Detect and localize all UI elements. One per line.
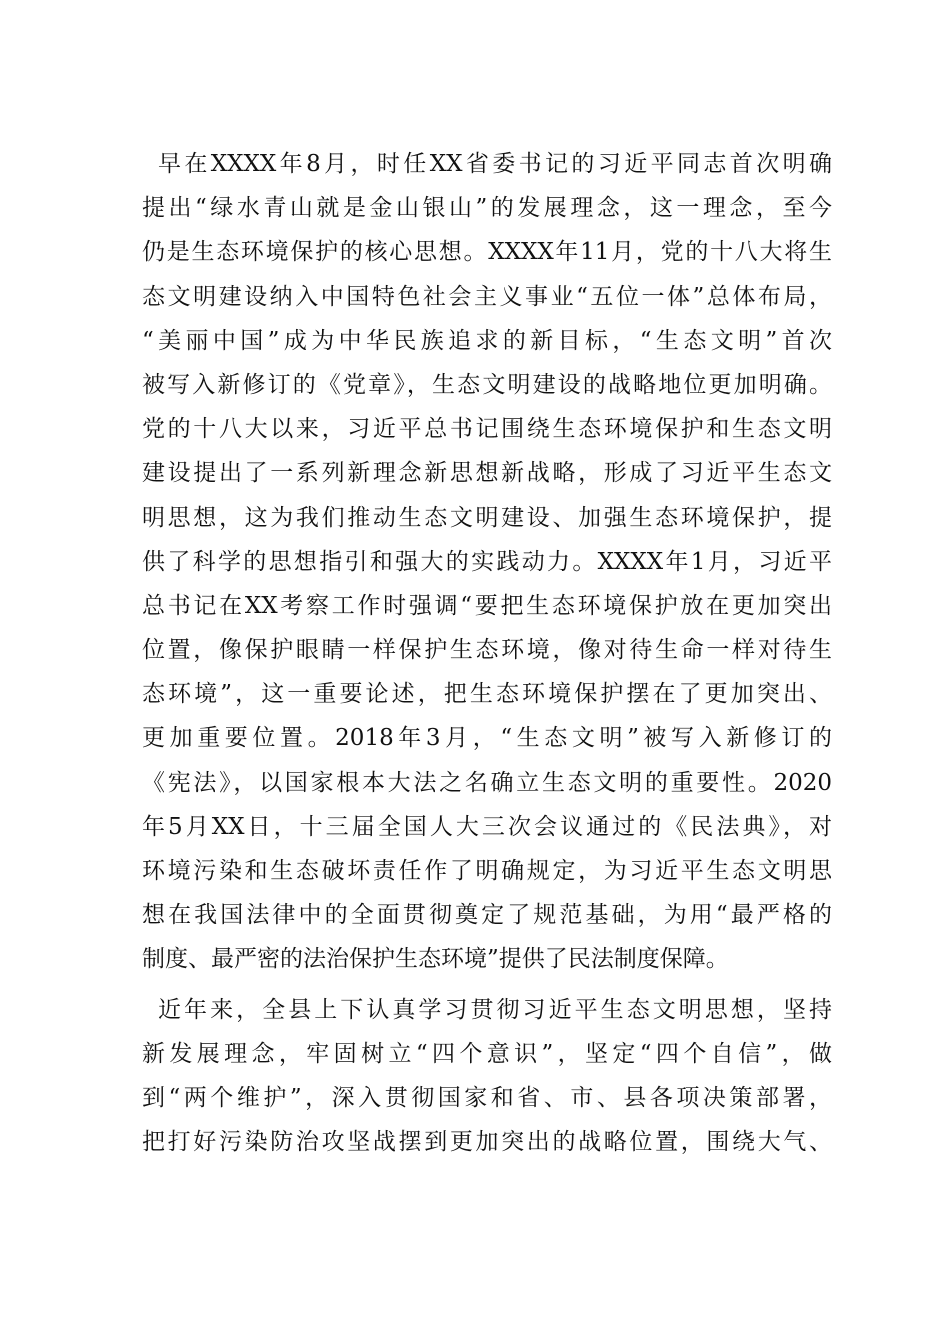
text-line: 态文明建设纳入中国特色社会主义事业“五位一体”总体布局，: [142, 283, 832, 310]
text-line: 位置，像保护眼睛一样保护生态环境，像对待生命一样对待生: [142, 637, 832, 664]
text-line: 建设提出了一系列新理念新思想新战略，形成了习近平生态文: [142, 460, 832, 487]
text-line: 新发展理念，牢固树立“四个意识”，坚定“四个自信”，做: [142, 1040, 832, 1067]
text-line: “美丽中国”成为中华民族追求的新目标，“生态文明”首次: [142, 327, 832, 354]
text-line: 党的十八大以来，习近平总书记围绕生态环境保护和生态文明: [142, 416, 832, 443]
text-line: 提出“绿水青山就是金山银山”的发展理念，这一理念，至今: [142, 195, 832, 222]
text-line: 《宪法》，以国家根本大法之名确立生态文明的重要性。2020: [142, 769, 832, 796]
text-line: 更加重要位置。2018年3月，“生态文明”被写入新修订的: [142, 725, 832, 752]
document-body: [142, 142, 832, 1164]
text-line: 总书记在XX考察工作时强调“要把生态环境保护放在更加突出: [142, 592, 832, 619]
text-line: 明思想，这为我们推动生态文明建设、加强生态环境保护，提: [142, 504, 832, 531]
text-line: 年5月XX日，十三届全国人大三次会议通过的《民法典》，对: [142, 813, 832, 840]
text-line: 到“两个维护”，深入贯彻国家和省、市、县各项决策部署，: [142, 1084, 832, 1111]
text-line: 供了科学的思想指引和强大的实践动力。XXXX年1月，习近平: [142, 548, 832, 575]
text-line: 早在XXXX年8月，时任XX省委书记的习近平同志首次明确: [158, 151, 832, 177]
paragraph-1: [142, 142, 832, 982]
paragraph-2: [142, 988, 832, 1165]
text-line: 仍是生态环境保护的核心思想。XXXX年11月，党的十八大将生: [142, 239, 832, 266]
text-line: 近年来，全县上下认真学习贯彻习近平生态文明思想，坚持: [158, 996, 832, 1023]
text-line: 态环境”，这一重要论述，把生态环境保护摆在了更加突出、: [142, 681, 832, 708]
text-line: 制度、最严密的法治保护生态环境”提供了民法制度保障。: [142, 946, 729, 973]
text-line: 被写入新修订的《党章》，生态文明建设的战略地位更加明确。: [142, 371, 832, 398]
text-line: 把打好污染防治攻坚战摆到更加突出的战略位置，围绕大气、: [142, 1129, 832, 1156]
text-line: 想在我国法律中的全面贯彻奠定了规范基础，为用“最严格的: [142, 902, 832, 929]
text-line: 环境污染和生态破坏责任作了明确规定，为习近平生态文明思: [142, 858, 832, 884]
